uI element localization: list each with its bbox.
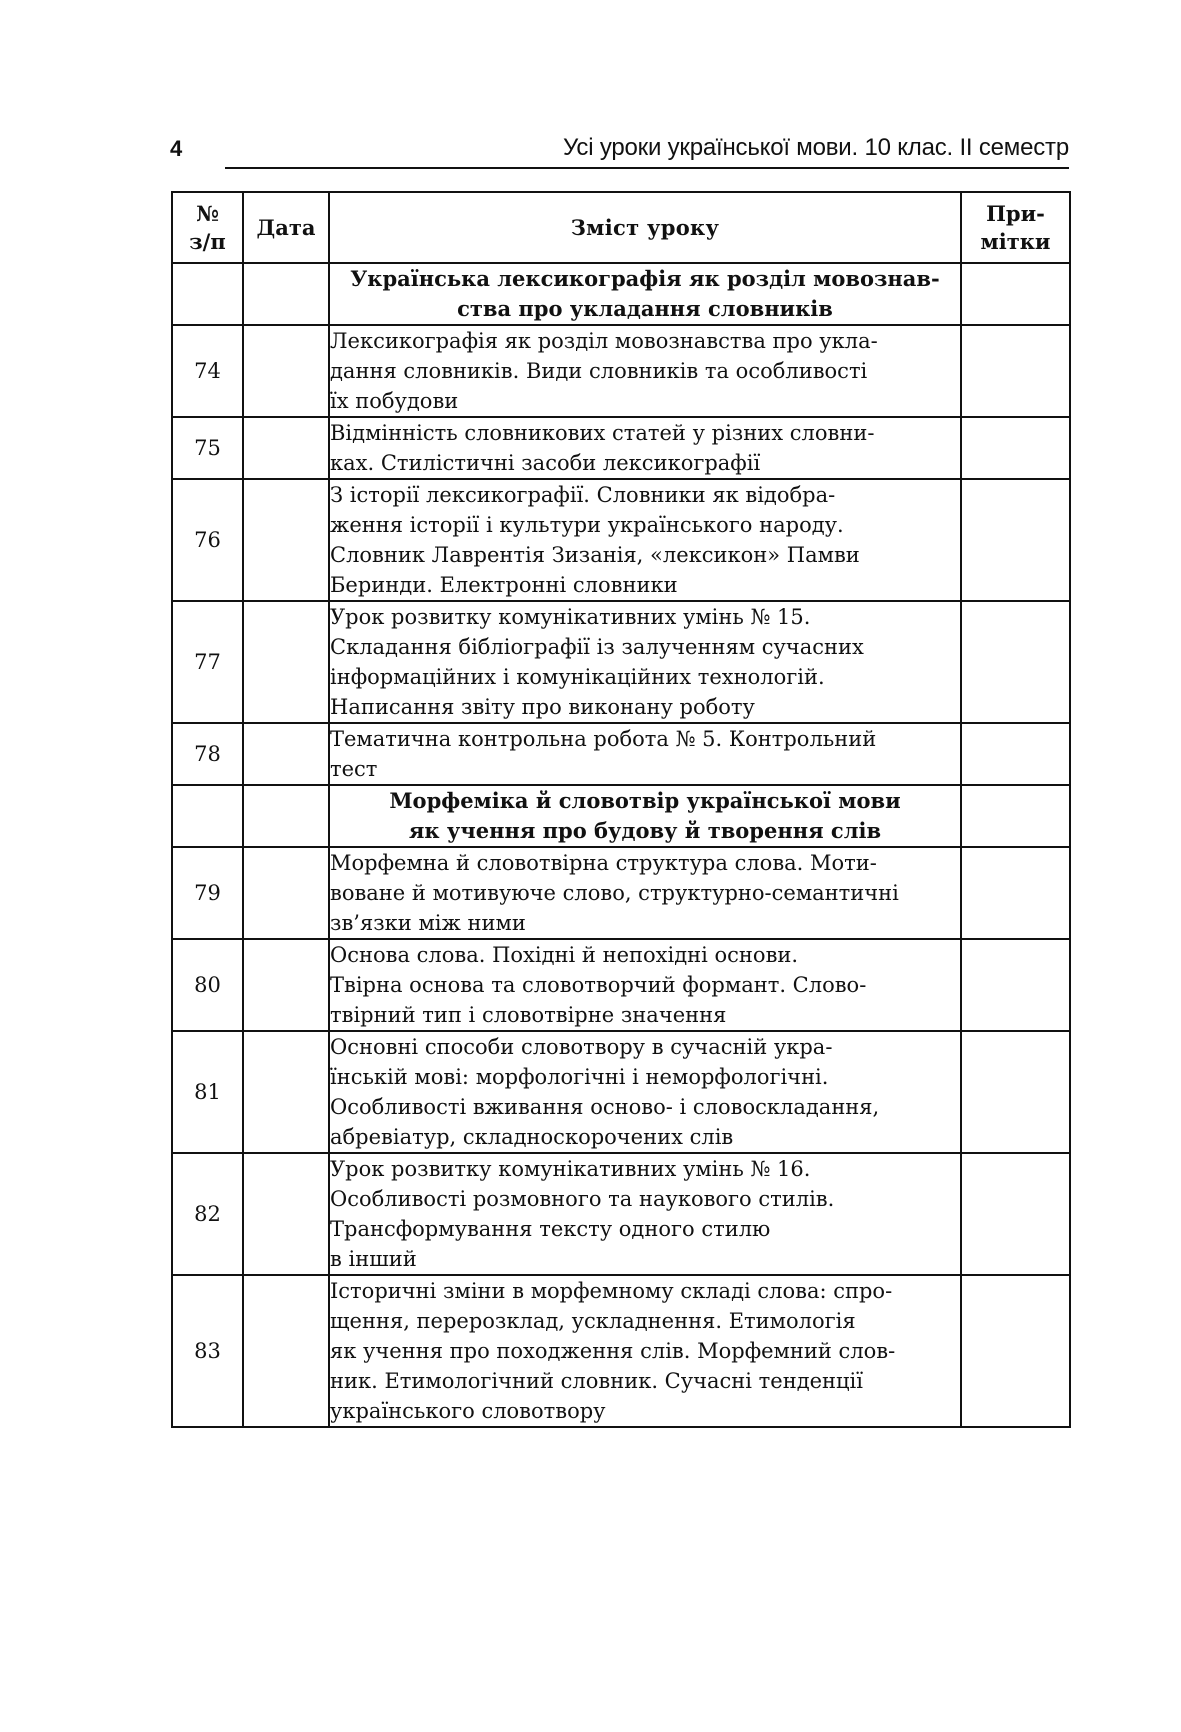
lesson-date: [243, 939, 329, 1031]
table-header-row: [172, 192, 1070, 263]
content-line: абревіатур, складноскорочених слів: [330, 1125, 734, 1149]
lesson-number: 81: [172, 1031, 243, 1153]
lesson-notes: [961, 785, 1070, 847]
lesson-row: [172, 1275, 1070, 1427]
content-line: Написання звіту про виконану роботу: [330, 695, 755, 719]
lesson-row: [172, 417, 1070, 479]
lesson-notes: [961, 601, 1070, 723]
content-line: ства про укладання словників: [457, 296, 833, 321]
section-row: [172, 785, 1070, 847]
lesson-notes: [961, 1275, 1070, 1427]
content-line: українського словотвору: [330, 1399, 606, 1423]
content-line: З історії лексикографії. Словники як відобра-: [330, 483, 836, 507]
content-line: Особливості вживання осново- і словоскладання,: [330, 1095, 880, 1119]
content-line: ження історії і культури українського народу.: [330, 513, 844, 537]
lesson-number: [172, 263, 243, 325]
lesson-number: 76: [172, 479, 243, 601]
header-num-line: №: [196, 200, 219, 226]
content-line: Урок розвитку комунікативних умінь № 16.: [330, 1157, 811, 1181]
content-line: зв’язки між ними: [330, 911, 526, 935]
content-line: Відмінність словникових статей у різних словни-: [330, 421, 875, 445]
lesson-number: [172, 785, 243, 847]
lesson-date: [243, 1031, 329, 1153]
lesson-notes: [961, 939, 1070, 1031]
lesson-notes: [961, 1031, 1070, 1153]
lesson-content: [329, 479, 961, 601]
lesson-content: [329, 939, 961, 1031]
lesson-date: [243, 263, 329, 325]
header-num: [172, 192, 243, 263]
lesson-notes: [961, 847, 1070, 939]
lesson-notes: [961, 417, 1070, 479]
header-date: Дата: [243, 192, 329, 263]
lesson-row: [172, 939, 1070, 1031]
lesson-content: [329, 325, 961, 417]
lesson-number: 83: [172, 1275, 243, 1427]
content-line: Морфеміка й словотвір української мови: [389, 788, 901, 813]
header-notes-line: мітки: [980, 228, 1051, 254]
content-line: інформаційних і комунікаційних технологій.: [330, 665, 825, 689]
lesson-row: [172, 723, 1070, 785]
lesson-content: [329, 1275, 961, 1427]
lesson-content: [329, 417, 961, 479]
lesson-notes: [961, 1153, 1070, 1275]
content-line: воване й мотивуюче слово, структурно-семантичні: [330, 881, 899, 905]
lesson-row: [172, 1153, 1070, 1275]
lesson-row: [172, 601, 1070, 723]
content-line: Урок розвитку комунікативних умінь № 15.: [330, 605, 811, 629]
content-line: Основа слова. Похідні й непохідні основи.: [330, 943, 799, 967]
header-notes: [961, 192, 1070, 263]
lesson-date: [243, 1275, 329, 1427]
header-content: Зміст уроку: [329, 192, 961, 263]
lesson-content: [329, 1031, 961, 1153]
section-title: [329, 263, 961, 325]
lesson-date: [243, 601, 329, 723]
content-line: в інший: [330, 1247, 417, 1271]
content-line: їнській мові: морфологічні і неморфологічні.: [330, 1065, 829, 1089]
lesson-date: [243, 785, 329, 847]
lesson-date: [243, 479, 329, 601]
lesson-content: [329, 847, 961, 939]
lesson-notes: [961, 479, 1070, 601]
lesson-number: 80: [172, 939, 243, 1031]
section-row: [172, 263, 1070, 325]
content-line: ках. Стилістичні засоби лексикографії: [330, 451, 761, 475]
lesson-row: [172, 479, 1070, 601]
content-line: щення, перерозклад, ускладнення. Етимологія: [330, 1309, 856, 1333]
lesson-number: 79: [172, 847, 243, 939]
content-line: Тематична контрольна робота № 5. Контрольний: [330, 727, 877, 751]
table-body: [172, 263, 1070, 1427]
header-notes-line: При-: [986, 200, 1045, 226]
content-line: їх побудови: [330, 389, 459, 413]
lesson-row: [172, 325, 1070, 417]
lesson-date: [243, 1153, 329, 1275]
lesson-number: 77: [172, 601, 243, 723]
running-head: Усі уроки української мови. 10 клас. II семестр: [562, 134, 1069, 161]
content-line: як учення про будову й творення слів: [408, 818, 882, 843]
content-line: Складання бібліографії із залученням сучасних: [330, 635, 864, 659]
content-line: Морфемна й словотвірна структура слова. Моти-: [330, 851, 877, 875]
lesson-date: [243, 417, 329, 479]
content-line: Основні способи словотвору в сучасній укра-: [330, 1035, 833, 1059]
content-line: як учення про походження слів. Морфемний слов-: [330, 1339, 896, 1363]
lesson-content: [329, 1153, 961, 1275]
lesson-row: [172, 847, 1070, 939]
content-line: Українська лексикографія як розділ мовознав-: [350, 266, 940, 291]
content-line: Трансформування тексту одного стилю: [330, 1217, 771, 1241]
lesson-number: 78: [172, 723, 243, 785]
content-line: Словник Лаврентія Зизанія, «лексикон» Памви: [330, 543, 860, 567]
header-rule: [225, 167, 1069, 169]
content-line: Історичні зміни в морфемному складі слова: спро-: [330, 1279, 893, 1303]
lesson-content: [329, 723, 961, 785]
page-number: 4: [170, 136, 183, 161]
lesson-number: 82: [172, 1153, 243, 1275]
content-line: ник. Етимологічний словник. Сучасні тенденції: [330, 1369, 863, 1393]
content-line: дання словників. Види словників та особливості: [330, 359, 868, 383]
content-line: Лексикографія як розділ мовознавства про укла-: [330, 329, 878, 353]
lesson-date: [243, 325, 329, 417]
lesson-notes: [961, 263, 1070, 325]
content-line: тест: [330, 757, 378, 781]
content-line: Твірна основа та словотворчий формант. Слово-: [330, 973, 867, 997]
section-title: [329, 785, 961, 847]
lesson-number: 75: [172, 417, 243, 479]
lesson-content: [329, 601, 961, 723]
content-line: Беринди. Електронні словники: [330, 573, 678, 597]
lesson-plan-table: [171, 191, 1071, 1428]
lesson-notes: [961, 723, 1070, 785]
lesson-row: [172, 1031, 1070, 1153]
header-num-line: з/п: [189, 228, 226, 254]
lesson-date: [243, 847, 329, 939]
content-line: Особливості розмовного та наукового стилів.: [330, 1187, 835, 1211]
lesson-notes: [961, 325, 1070, 417]
content-line: твірний тип і словотвірне значення: [330, 1003, 727, 1027]
lesson-date: [243, 723, 329, 785]
lesson-number: 74: [172, 325, 243, 417]
